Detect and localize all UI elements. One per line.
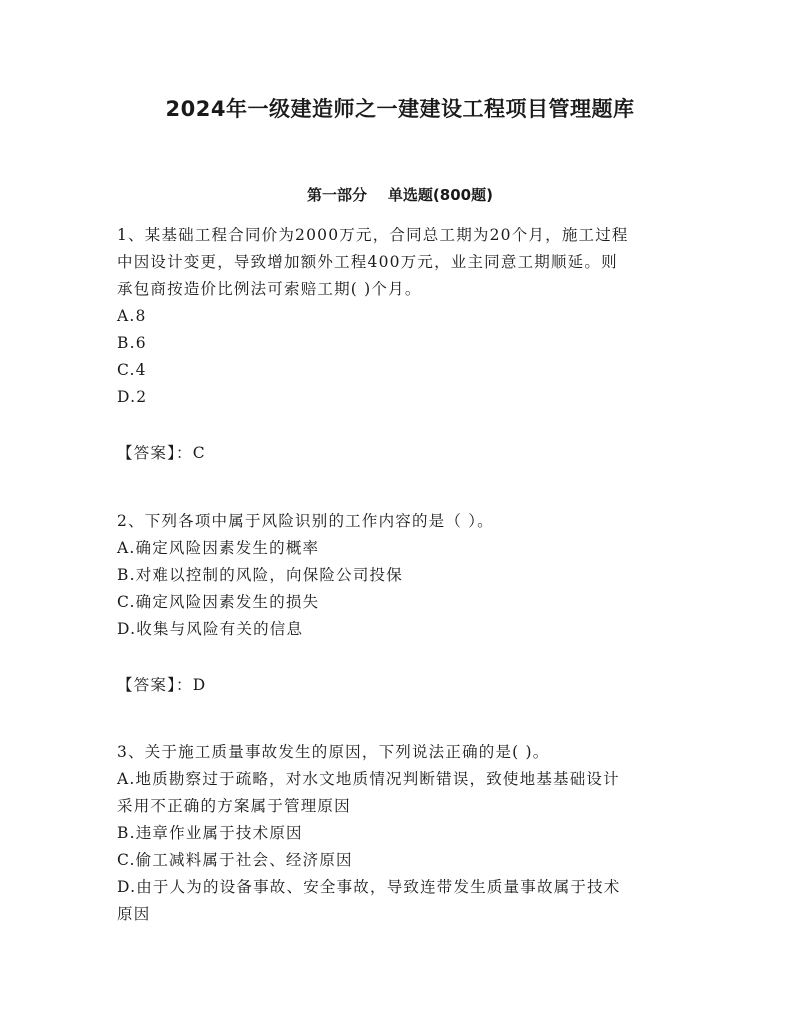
question-3-stem-line-1: 3、关于施工质量事故发生的原因，下列说法正确的是( )。 [117,743,550,761]
question-3-option-b: B.违章作业属于技术原因 [117,824,303,842]
question-1-answer-row [117,440,687,467]
question-1-option-c: C.4 [117,361,147,379]
answer-label: 【答案】： [117,676,193,694]
question-3-option-d-line-2: 原因 [117,905,151,923]
question-2-option-c: C.确定风险因素发生的损失 [117,593,320,611]
question-1 [117,222,687,411]
question-2-answer [117,672,687,699]
question-3 [117,739,687,928]
question-1-stem-line-3: 承包商按造价比例法可索赔工期( )个月。 [117,280,422,298]
answer-value: C [192,444,206,462]
question-1-option-b: B.6 [117,334,147,352]
question-2-stem-line-1: 2、下列各项中属于风险识别的工作内容的是（ ）。 [117,512,494,530]
question-1-stem-line-1: 1、某基础工程合同价为2000万元，合同总工期为20个月，施工过程 [117,226,629,244]
question-1-answer [117,440,687,467]
answer-label: 【答案】： [117,444,193,462]
question-1-stem-line-2: 中因设计变更，导致增加额外工程400万元，业主同意工期顺延。则 [117,253,618,271]
question-2 [117,508,687,643]
question-2-option-b: B.对难以控制的风险，向保险公司投保 [117,566,403,584]
question-3-option-d-line-1: D.由于人为的设备事故、安全事故，导致连带发生质量事故属于技术 [117,878,621,896]
question-3-option-c: C.偷工减料属于社会、经济原因 [117,851,353,869]
section-heading: 第一部分 单选题(800题) [307,186,493,204]
question-1-option-d: D.2 [117,388,148,406]
question-3-option-a-line-1: A.地质勘察过于疏略，对水文地质情况判断错误，致使地基基础设计 [117,770,620,788]
question-2-answer-row [117,672,687,699]
question-1-option-a: A.8 [117,307,147,325]
question-2-option-d: D.收集与风险有关的信息 [117,620,304,638]
document-title: 2024年一级建造师之一建建设工程项目管理题库 [165,97,635,121]
question-2-option-a: A.确定风险因素发生的概率 [117,539,320,557]
question-3-option-a-line-2: 采用不正确的方案属于管理原因 [117,797,351,815]
answer-value: D [192,676,207,694]
